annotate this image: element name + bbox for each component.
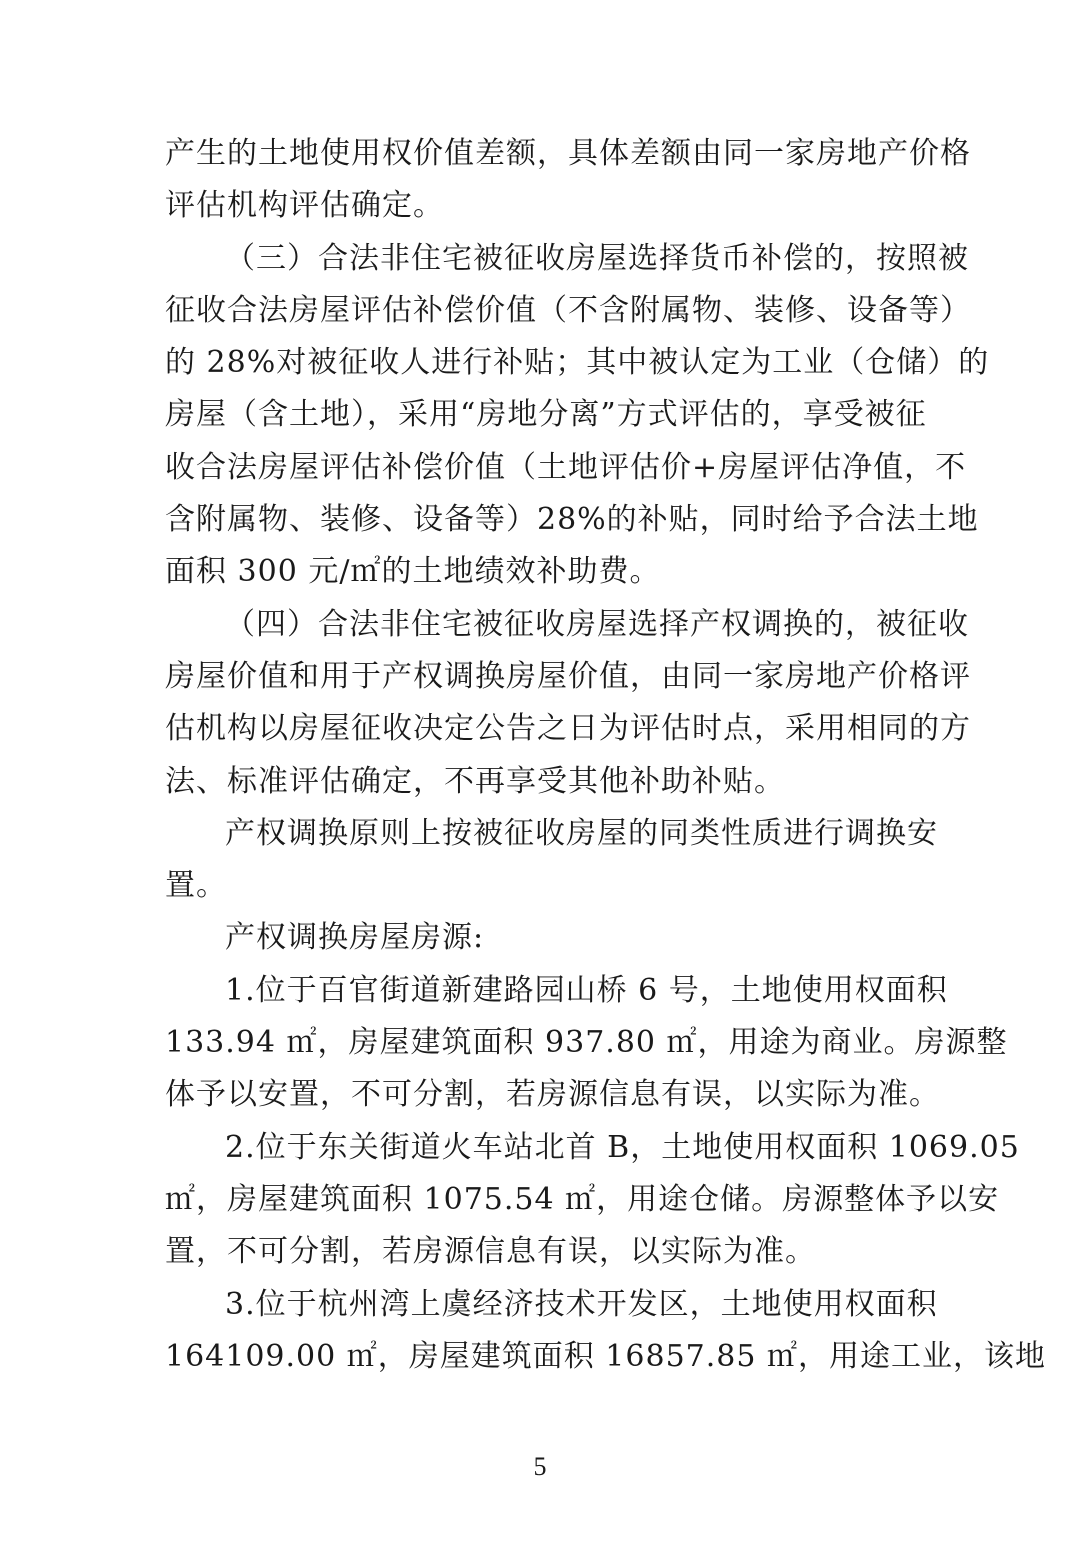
text-line: 法、标准评估确定，不再享受其他补助补贴。 <box>165 763 785 799</box>
text-line: 产权调换房屋房源: <box>225 920 485 956</box>
text-line: 133.94 ㎡，房屋建筑面积 937.80 ㎡，用途为商业。房源整 <box>165 1025 1008 1061</box>
text-line: 1.位于百官街道新建路园山桥 6 号，土地使用权面积 <box>225 972 948 1008</box>
text-line: 产权调换原则上按被征收房屋的同类性质进行调换安 <box>225 815 938 851</box>
text-line: ㎡，房屋建筑面积 1075.54 ㎡，用途仓储。房源整体予以安 <box>165 1181 1000 1217</box>
text-line: 的 28%对被征收人进行补贴；其中被认定为工业（仓储）的 <box>165 345 990 381</box>
text-line: 置，不可分割，若房源信息有误，以实际为准。 <box>165 1234 816 1270</box>
text-line: 2.位于东关街道火车站北首 B，土地使用权面积 1069.05 <box>225 1129 1020 1165</box>
text-line: 房屋（含土地），采用“房地分离”方式评估的，享受被征 <box>165 397 927 433</box>
text-line: 征收合法房屋评估补偿价值（不含附属物、装修、设备等） <box>165 292 971 328</box>
text-line: （四）合法非住宅被征收房屋选择产权调换的，被征收 <box>225 606 969 642</box>
page-number: 5 <box>533 1452 547 1481</box>
text-line: 164109.00 ㎡，房屋建筑面积 16857.85 ㎡，用途工业，该地 <box>165 1338 1046 1374</box>
text-line: 3.位于杭州湾上虞经济技术开发区，土地使用权面积 <box>225 1286 938 1322</box>
text-line: 收合法房屋评估补偿价值（土地评估价+房屋评估净值，不 <box>165 449 967 485</box>
text-line: 置。 <box>165 868 227 904</box>
text-line: 含附属物、装修、设备等）28%的补贴，同时给予合法土地 <box>165 502 979 538</box>
text-line: 面积 300 元/㎡的土地绩效补助费。 <box>165 554 661 590</box>
text-line: 评估机构评估确定。 <box>165 188 444 224</box>
text-line: （三）合法非住宅被征收房屋选择货币补偿的，按照被 <box>225 240 969 276</box>
text-line: 产生的土地使用权价值差额，具体差额由同一家房地产价格 <box>165 136 971 171</box>
text-line: 估机构以房屋征收决定公告之日为评估时点，采用相同的方 <box>165 711 971 747</box>
document-body <box>165 128 1046 1383</box>
text-line: 体予以安置，不可分割，若房源信息有误，以实际为准。 <box>165 1077 940 1113</box>
text-line: 房屋价值和用于产权调换房屋价值，由同一家房地产价格评 <box>165 658 971 694</box>
